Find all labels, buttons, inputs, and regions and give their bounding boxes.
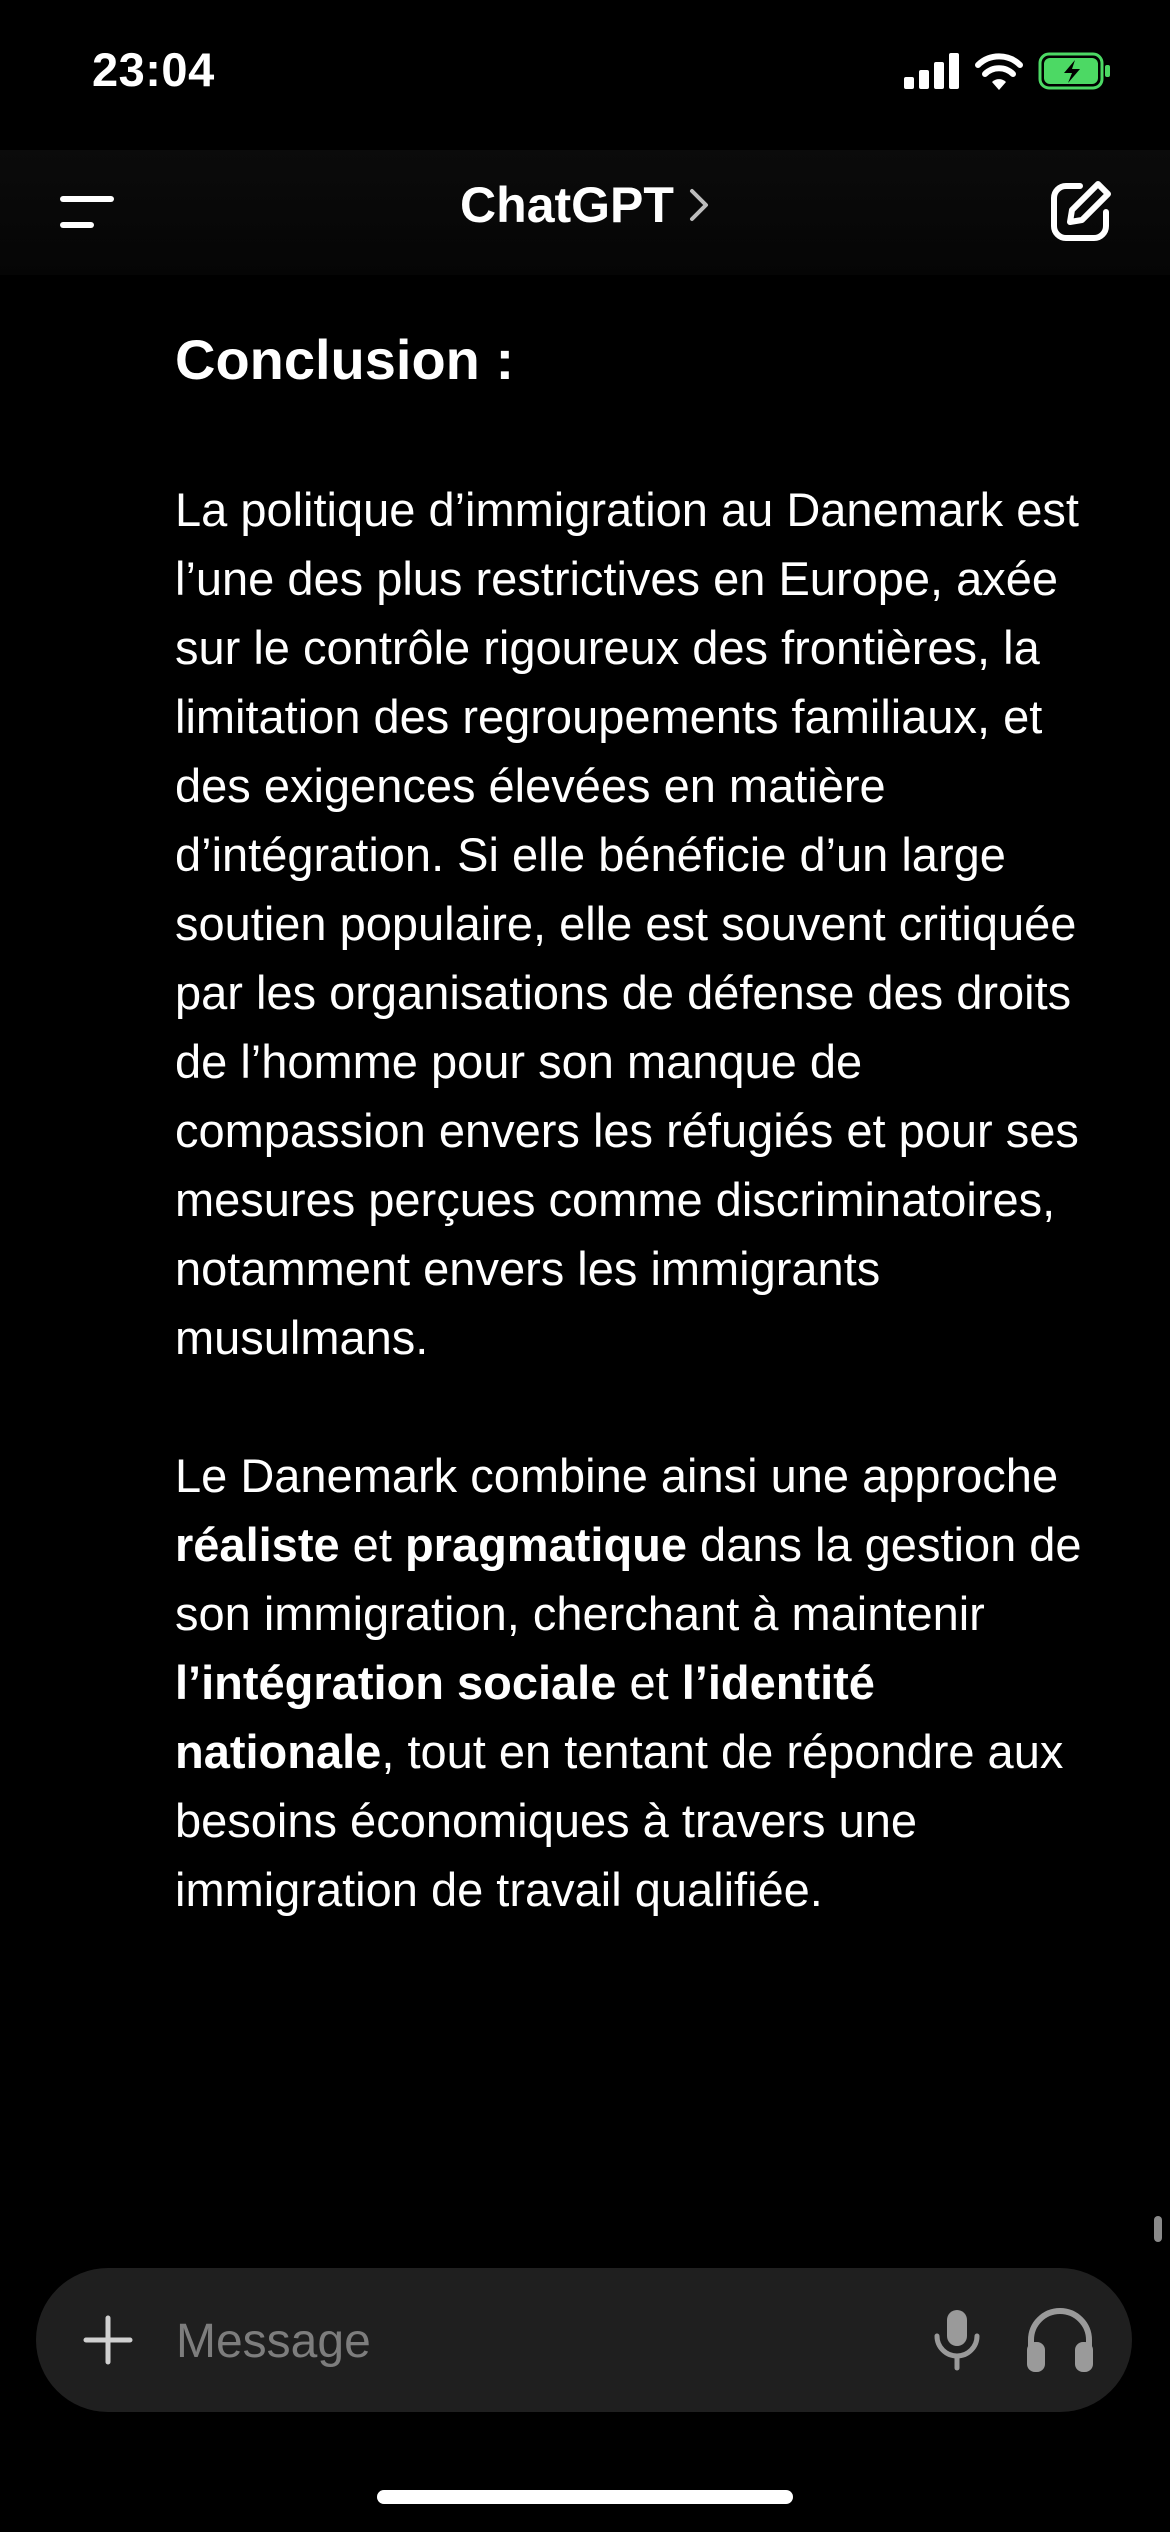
message-heading: Conclusion : [175, 328, 515, 391]
plus-icon [80, 2312, 136, 2368]
app-title: ChatGPT [460, 177, 674, 233]
bold-term-pragmatique: pragmatique [404, 1518, 687, 1572]
scrollbar[interactable] [1154, 2216, 1162, 2242]
status-time: 23:04 [92, 43, 215, 96]
signal-icon [904, 53, 960, 89]
microphone-icon [922, 2304, 992, 2376]
headphones-icon [1021, 2302, 1099, 2378]
voice-mode-button[interactable] [1021, 2302, 1099, 2378]
chevron-right-icon [688, 187, 710, 223]
paragraph-2-text-3: dans la gestion de son immigration, cherchant à maintenir [175, 1518, 1082, 1641]
voice-input-button[interactable] [922, 2304, 992, 2376]
message-input[interactable] [174, 2298, 878, 2384]
attach-button[interactable] [80, 2312, 136, 2368]
status-bar [0, 0, 1170, 150]
bold-term-integration-sociale: l’intégration sociale [175, 1656, 617, 1710]
new-chat-icon [1046, 178, 1114, 246]
header-bar [0, 150, 1170, 275]
new-chat-button[interactable] [1046, 178, 1114, 246]
message-paragraph-1: La politique d’immigration au Danemark est l’une des plus restrictives en Europe, axée sur le contrôle rigoureux des frontières, la limitation des regroupements familiaux, et des exigences élevées en matière d’intégration. Si elle bénéficie d’un large soutien populaire, elle est souvent critiquée par les organisations de défense des droits de l’homme pour son manque de compassion envers les réfugiés et pour ses mesures perçues comme discriminatoires, notamment envers les immigrants musulmans. [175, 483, 1079, 1365]
bold-term-identite-nationale: l’identité nationale [175, 1656, 875, 1779]
paragraph-2-text-2: et [339, 1518, 405, 1572]
paragraph-2-text-4: et [616, 1656, 682, 1710]
bold-term-realiste: réaliste [175, 1518, 340, 1572]
paragraph-2-text-1: Le Danemark combine ainsi une approche [175, 1449, 1059, 1503]
paragraph-2-text-5: , tout en tentant de répondre aux besoins économiques à travers une immigration de travail qualifiée. [175, 1725, 1064, 1917]
status-icons [904, 52, 1112, 90]
assistant-message [175, 310, 1105, 1993]
home-indicator[interactable] [377, 2490, 793, 2504]
model-selector[interactable] [0, 176, 1170, 234]
battery-charging-icon [1038, 52, 1112, 90]
wifi-icon [974, 52, 1024, 90]
message-composer [36, 2268, 1132, 2412]
message-paragraph-2 [175, 1441, 1105, 1924]
